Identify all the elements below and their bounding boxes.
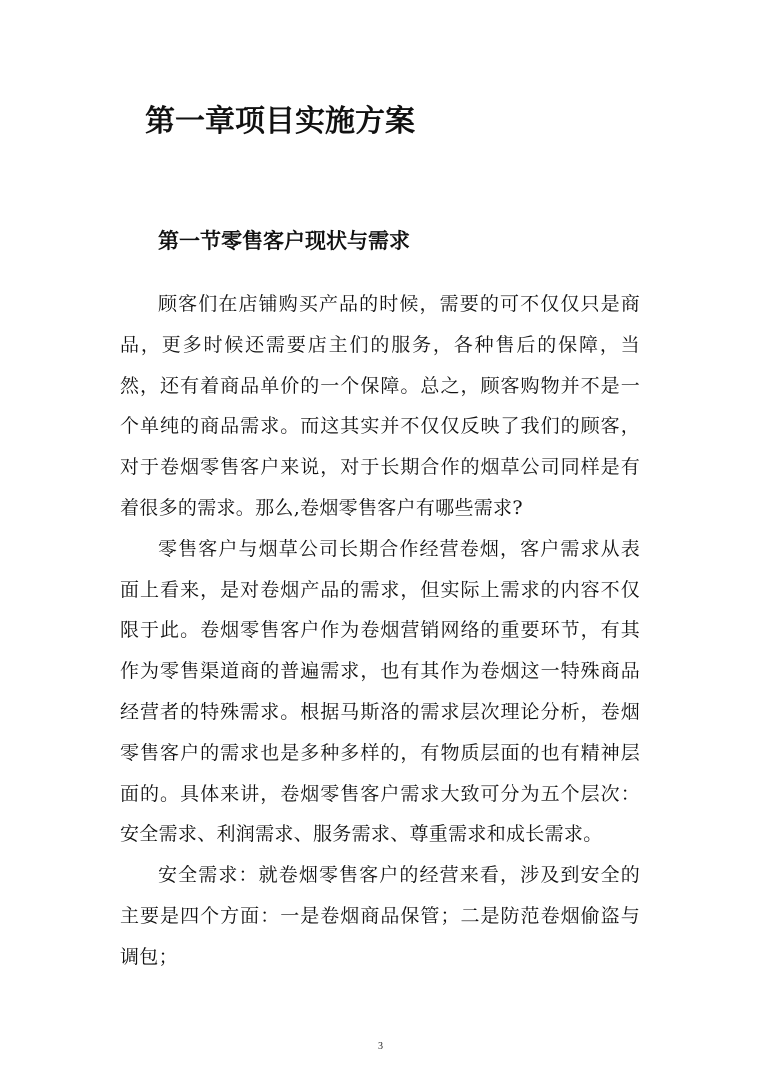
paragraph: 顾客们在店铺购买产品的时候，需要的可不仅仅只是商品，更多时候还需要店主们的服务，各种售后的保障，当然，还有着商品单价的一个保障。总之，顾客购物并不是一个单纯的商品需求。而这其实并不仅仅反映了我们的顾客，对于卷烟零售客户来说，对于长期合作的烟草公司同样是有着很多的需求。那么,卷烟零售客户有哪些需求? xyxy=(120,293,640,519)
chapter-title: 第一章项目实施方案 xyxy=(145,104,415,139)
page-number: 3 xyxy=(378,1041,383,1052)
body-text xyxy=(120,284,640,978)
paragraph: 安全需求：就卷烟零售客户的经营来看，涉及到安全的主要是四个方面：一是卷烟商品保管；二是防范卷烟偷盗与调包； xyxy=(120,864,640,968)
section-title: 第一节零售客户现状与需求 xyxy=(158,228,410,253)
paragraph: 零售客户与烟草公司长期合作经营卷烟，客户需求从表面上看来，是对卷烟产品的需求，但实际上需求的内容不仅限于此。卷烟零售客户作为卷烟营销网络的重要环节，有其作为零售渠道商的普遍需求，也有其作为卷烟这一特殊商品经营者的特殊需求。根据马斯洛的需求层次理论分析，卷烟零售客户的需求也是多种多样的，有物质层面的也有精神层面的。具体来讲，卷烟零售客户需求大致可分为五个层次：安全需求、利润需求、服务需求、尊重需求和成长需求。 xyxy=(120,537,640,846)
